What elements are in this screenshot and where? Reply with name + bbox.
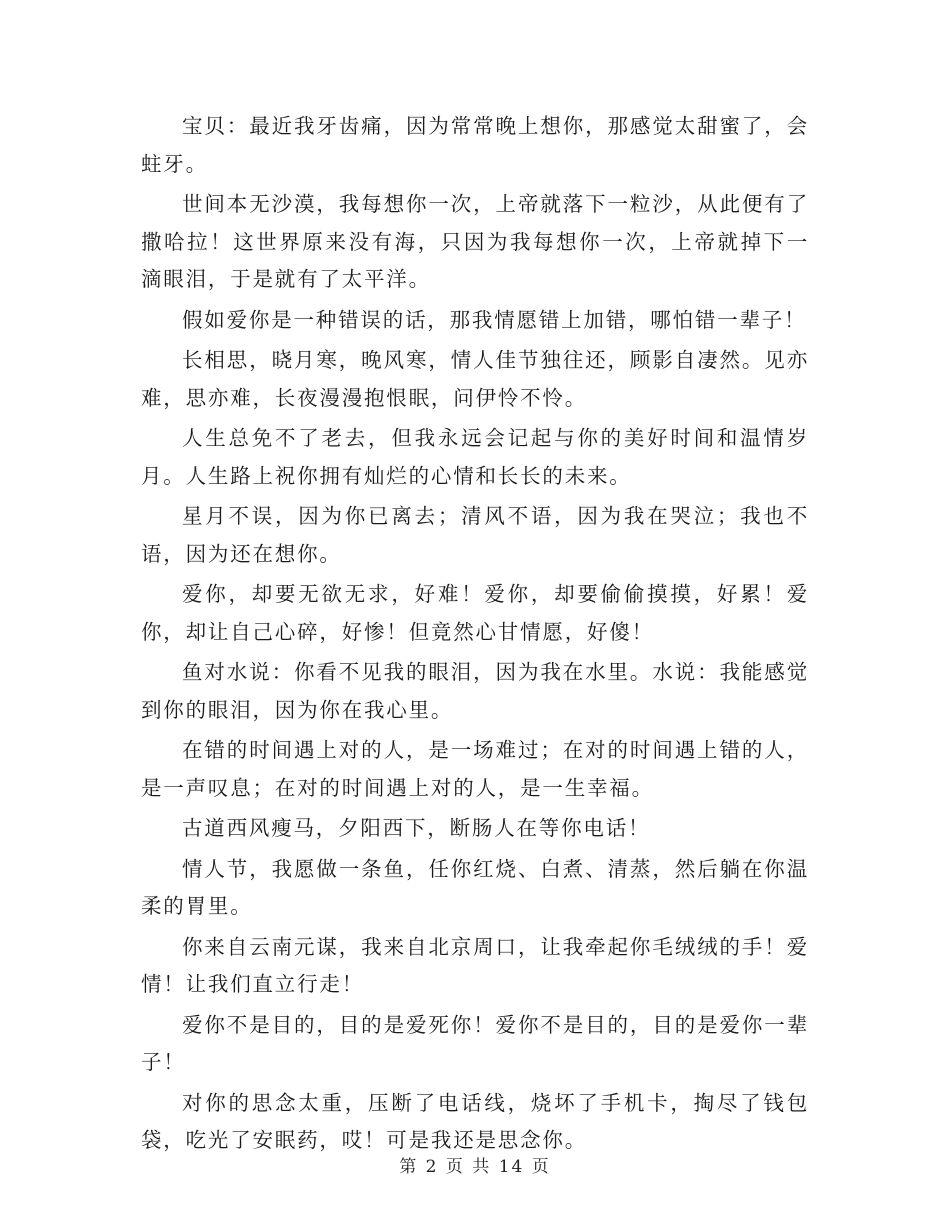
paragraph: 爱你不是目的，目的是爱死你！爱你不是目的，目的是爱你一辈子！	[141, 1012, 809, 1074]
paragraph: 人生总免不了老去，但我永远会记起与你的美好时间和温情岁月。人生路上祝你拥有灿烂的心情和长长的未来。	[141, 426, 809, 488]
paragraph: 你来自云南元谋，我来自北京周口，让我牵起你毛绒绒的手！爱情！让我们直立行走！	[141, 934, 809, 996]
page-footer	[0, 1152, 950, 1177]
paragraph: 古道西风瘦马，夕阳西下，断肠人在等你电话！	[182, 816, 651, 840]
paragraph: 对你的思念太重，压断了电话线，烧坏了手机卡，掏尽了钱包袋，吃光了安眠药，哎！可是我还是思念你。	[141, 1090, 809, 1152]
paragraph: 长相思，晓月寒，晚风寒，情人佳节独往还，顾影自凄然。见亦难，思亦难，长夜漫漫抱恨眠，问伊怜不怜。	[141, 348, 809, 410]
paragraph: 宝贝：最近我牙齿痛，因为常常晚上想你，那感觉太甜蜜了，会蛀牙。	[141, 114, 809, 176]
page-number-label: 第 2 页 共 14 页	[399, 1157, 551, 1177]
document-body	[141, 108, 809, 1163]
paragraph: 星月不误，因为你已离去；清风不语，因为我在哭泣；我也不语，因为还在想你。	[141, 504, 809, 566]
paragraph: 假如爱你是一种错误的话，那我情愿错上加错，哪怕错一辈子！	[182, 307, 807, 332]
paragraph: 情人节，我愿做一条鱼，任你红烧、白煮、清蒸，然后躺在你温柔的胃里。	[141, 856, 809, 918]
paragraph: 世间本无沙漠，我每想你一次，上帝就落下一粒沙，从此便有了撒哈拉！这世界原来没有海，只因为我每想你一次，上帝就掉下一滴眼泪，于是就有了太平洋。	[141, 192, 809, 291]
paragraph: 在错的时间遇上对的人，是一场难过；在对的时间遇上错的人，是一声叹息；在对的时间遇上对的人，是一生幸福。	[141, 738, 809, 800]
paragraph: 爱你，却要无欲无求，好难！爱你，却要偷偷摸摸，好累！爱你，却让自己心碎，好惨！但竟然心甘情愿，好傻！	[141, 582, 809, 644]
paragraph: 鱼对水说：你看不见我的眼泪，因为我在水里。水说：我能感觉到你的眼泪，因为你在我心里。	[141, 660, 809, 722]
